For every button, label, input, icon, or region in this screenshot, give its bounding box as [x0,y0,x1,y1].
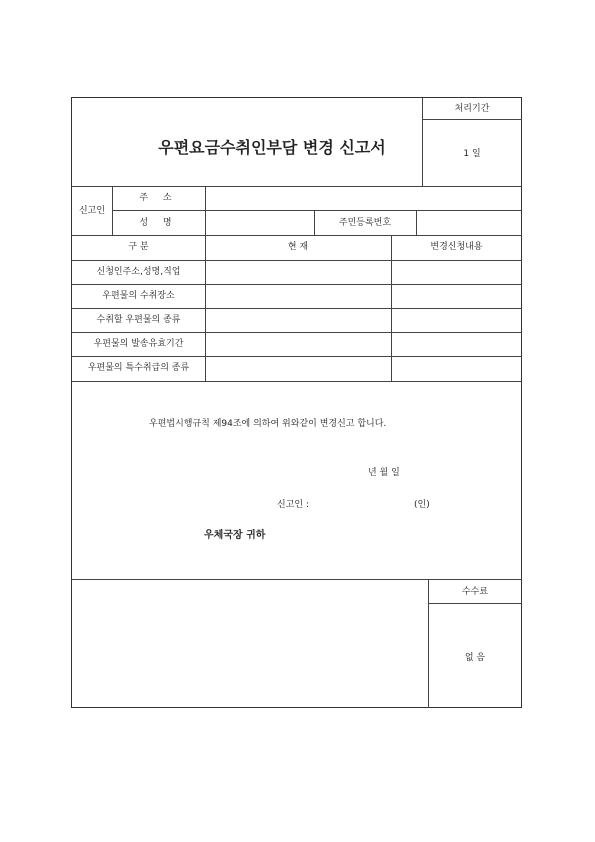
divider [72,381,522,382]
applicant-signature-label: 신고인 : [277,500,309,510]
address-label: 주 소 [139,193,178,203]
fee-label: 수수료 [461,587,489,597]
divider [72,332,522,333]
row-label: 우편물의 수취장소 [102,291,175,301]
row-label: 수취할 우편물의 종류 [96,315,181,325]
row-label: 우편물의 발송유효기간 [93,339,184,349]
divider [72,308,522,309]
fee-value: 없 음 [464,653,486,663]
divider [72,235,522,236]
divider [428,579,429,708]
statement-text: 우편법시행규칙 제94조에 의하여 위와같이 변경신고 합니다. [149,419,387,429]
header-category: 구 분 [128,242,149,252]
divider [416,210,417,235]
header-change: 변경신청내용 [430,242,483,252]
form-title: 우편요금수취인부담 변경 신고서 [158,138,386,157]
row-label: 신청인주소,성명,직업 [96,267,181,277]
change-report-form [71,97,522,708]
date-line: 년 월 일 [368,468,400,478]
divider [72,186,522,187]
divider [72,356,522,357]
seal-mark: (인) [414,500,430,510]
divider [72,579,522,580]
divider [422,119,522,120]
divider [72,284,522,285]
divider [112,210,522,211]
processing-period-value: 1 일 [463,149,481,159]
row-label: 우편물의 특수취급의 종류 [87,363,190,373]
divider [205,186,206,235]
divider [72,260,522,261]
divider [428,603,522,604]
resident-id-label: 주민등록번호 [338,218,392,228]
applicant-group-label: 신고인 [78,206,106,216]
header-current: 현 재 [287,242,309,252]
name-label: 성 명 [139,218,178,228]
processing-period-label: 처리기간 [454,104,490,114]
addressee: 우체국장 귀하 [204,530,266,541]
